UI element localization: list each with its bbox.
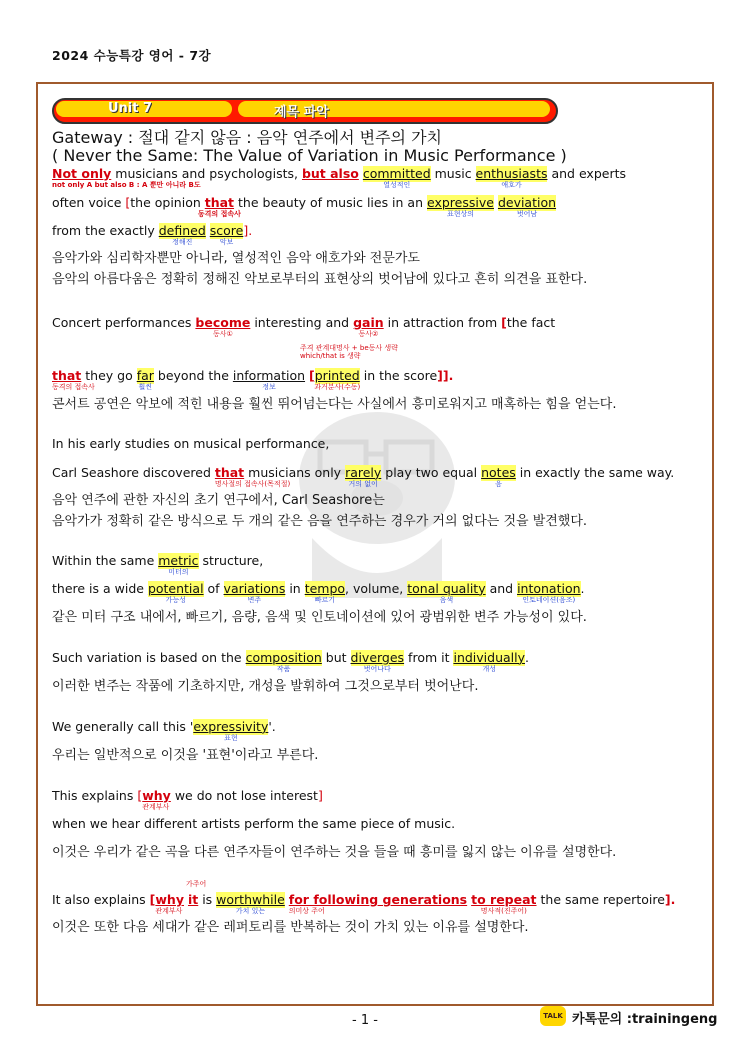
annotation: 변주 xyxy=(247,596,262,604)
sentence-8-line: It also explains [why 관계부사 it is worthwhile 가치 있는 for following generations 의미상 주어 to repeat 명사적(진주어) the same repertoire]. xyxy=(52,892,676,915)
keyword-enthusiasts: enthusiasts 애호가 xyxy=(475,166,548,189)
sentence-2-line-2: that 동격의 접속사 they go far 훨씬 beyond the information 정보 [printed 과거분사(수동) in the score]]. xyxy=(52,368,454,391)
annotation: 악보 xyxy=(219,238,234,246)
keyword-printed: printed 과거분사(수동) xyxy=(314,368,361,391)
keyword-but-also: but also xyxy=(301,166,359,181)
sentence-7-translation: 이것은 우리가 같은 곡을 다른 연주자들이 연주하는 것을 들을 때 흥미를 잃지 않는 이유를 설명한다. xyxy=(52,845,617,860)
sentence-5-translation: 이러한 변주는 작품에 기초하지만, 개성을 발휘하여 그것으로부터 벗어난다. xyxy=(52,679,479,694)
keyword-committed: committed 열성적인 xyxy=(362,166,431,189)
sentence-7-line-2: when we hear different artists perform the same piece of music. xyxy=(52,816,456,831)
keyword-individually: individually 개성 xyxy=(453,650,526,673)
annotation: 가치 있는 xyxy=(235,907,266,915)
sentence-1-line-1: Not only not only A but also B : A 뿐만 아니라 B도 musicians and psychologists, but also committed 열성적인 music enthusiasts 애호가 and experts xyxy=(52,166,626,189)
page-number: - 1 - xyxy=(352,1013,378,1028)
annotation: 음색 xyxy=(439,596,454,604)
sentence-3-translation-1: 음악 연주에 관한 자신의 초기 연구에서, Carl Seashore는 xyxy=(52,493,385,508)
keyword-rarely: rarely 거의 없이 xyxy=(345,465,382,488)
gateway-title-english: ( Never the Same: The Value of Variation in Music Performance ) xyxy=(52,146,567,165)
annotation: 관계부사 xyxy=(155,907,183,915)
annotation: 가능성 xyxy=(165,596,186,604)
keyword-gain: gain 동사② xyxy=(353,315,384,338)
keyword-defined: defined 정해진 xyxy=(158,223,206,246)
keyword-worthwhile: worthwhile 가치 있는 xyxy=(216,892,285,915)
annotation: 명사절의 접속사(목적절) xyxy=(214,480,291,488)
grammar-note-omitted-relative: 주격 관계대명사 + be동사 생략 xyxy=(300,344,398,352)
annotation: 벗어남 xyxy=(516,210,538,218)
sentence-4-line-2: there is a wide potential 가능성 of variations 변주 in tempo 빠르기 , volume, tonal quality 음색 and intonation 인토네이션(음조) . xyxy=(52,581,585,604)
annotation: 미터의 xyxy=(168,568,189,576)
keyword-potential: potential 가능성 xyxy=(147,581,204,604)
gateway-title-korean: Gateway : 절대 같지 않음 : 음악 연주에서 변주의 가치 xyxy=(52,128,442,147)
keyword-expressive: expressive 표현상의 xyxy=(427,195,494,218)
annotation: 음 xyxy=(495,480,502,488)
sentence-7-line-1: This explains [why 관계부사 we do not lose interest] xyxy=(52,788,323,811)
keyword-that: that 동격의 접속사 xyxy=(197,195,241,218)
sentence-4-line-1: Within the same metric 미터의 structure, xyxy=(52,553,264,576)
kakaotalk-icon: TALK xyxy=(540,1006,566,1026)
unit-title: 제목 파악 xyxy=(274,105,329,120)
keyword-metric: metric 미터의 xyxy=(158,553,199,576)
sentence-6-translation: 우리는 일반적으로 이것을 '표현'이라고 부른다. xyxy=(52,748,319,763)
sentence-2-line-1: Concert performances become 동사① interesting and gain 동사② in attraction from [the fact xyxy=(52,315,556,338)
sentence-1-translation-1: 음악가와 심리학자뿐만 아니라, 열성적인 음악 애호가와 전문가도 xyxy=(52,251,420,266)
unit-banner xyxy=(52,98,558,124)
annotation: 동사② xyxy=(358,330,379,338)
sentence-2-translation: 콘서트 공연은 악보에 적힌 내용을 훨씬 뛰어넘는다는 사실에서 흥미로워지고 매혹하는 힘을 얻는다. xyxy=(52,397,617,412)
sentence-4-translation: 같은 미터 구조 내에서, 빠르기, 음량, 음색 및 인토네이션에 있어 광범위한 변주 가능성이 있다. xyxy=(52,610,587,625)
sentence-1-line-2: often voice [the opinion that 동격의 접속사 the beauty of music lies in an expressive 표현상의 deviation 벗어남 xyxy=(52,195,557,218)
keyword-far: far 훨씬 xyxy=(136,368,154,391)
annotation: 동격의 접속사 xyxy=(197,210,241,218)
annotation: 표현 xyxy=(224,734,238,742)
contact-info: 카톡문의 :trainingeng xyxy=(572,1012,718,1027)
annotation: not only A but also B : A 뿐만 아니라 B도 xyxy=(52,181,201,189)
keyword-expressivity: expressivity 표현 xyxy=(193,719,269,742)
keyword-why: why 관계부사 xyxy=(142,788,171,811)
sentence-3-line-2: Carl Seashore discovered that 명사절의 접속사(목적절) musicians only rarely 거의 없이 play two equal notes 음 in exactly the same way. xyxy=(52,465,675,488)
sentence-1-line-3: from the exactly defined 정해진 score 악보 ]. xyxy=(52,223,253,246)
keyword-to-repeat: to repeat 명사적(진주어) xyxy=(471,892,537,915)
annotation: 작품 xyxy=(276,665,291,673)
annotation: 정해진 xyxy=(172,238,193,246)
keyword-it: it xyxy=(187,892,199,907)
annotation: 동사① xyxy=(212,330,233,338)
keyword-composition: composition 작품 xyxy=(245,650,322,673)
keyword-tempo: tempo 빠르기 xyxy=(304,581,346,604)
annotation: 인토네이션(음조) xyxy=(522,596,576,604)
annotation: 과거분사(수동) xyxy=(314,383,361,391)
sentence-5-line: Such variation is based on the composition 작품 but diverges 벗어나다 from it individually 개성 . xyxy=(52,650,529,673)
grammar-note-which-that: which/that is 생략 xyxy=(300,352,361,360)
keyword-why: why 관계부사 xyxy=(155,892,184,915)
sentence-8-translation: 이것은 또한 다음 세대가 같은 레퍼토리를 반복하는 것이 가치 있는 이유를 설명한다. xyxy=(52,920,529,935)
keyword-diverges: diverges 벗어나다 xyxy=(350,650,405,673)
keyword-that: that 동격의 접속사 xyxy=(52,368,95,391)
keyword-not-only: Not only not only A but also B : A 뿐만 아니라 B도 xyxy=(52,166,201,189)
keyword-tonal-quality: tonal quality 음색 xyxy=(407,581,486,604)
keyword-for-following-generations: for following generations 의미상 주어 xyxy=(288,892,468,915)
keyword-score: score 악보 xyxy=(209,223,244,246)
keyword-become: become 동사① xyxy=(195,315,251,338)
grammar-note-dummy-subject: 가주어 xyxy=(186,880,207,888)
keyword-that: that 명사절의 접속사(목적절) xyxy=(214,465,291,488)
annotation: 훨씬 xyxy=(138,383,153,391)
page-header-title: 2024 수능특강 영어 - 7강 xyxy=(52,48,212,63)
keyword-deviation: deviation 벗어남 xyxy=(497,195,557,218)
annotation: 관계부사 xyxy=(142,803,170,811)
unit-label: Unit 7 xyxy=(108,101,153,116)
annotation: 의미상 주어 xyxy=(288,907,325,915)
annotation: 애호가 xyxy=(501,181,522,189)
sentence-3-translation-2: 음악가가 정확히 같은 방식으로 두 개의 같은 음을 연주하는 경우가 거의 없다는 것을 발견했다. xyxy=(52,514,588,529)
sentence-1-translation-2: 음악의 아름다움은 정확히 정해진 악보로부터의 표현상의 벗어남에 있다고 흔히 의견을 표한다. xyxy=(52,272,588,287)
keyword-information: information 정보 xyxy=(232,368,306,391)
annotation: 명사적(진주어) xyxy=(480,907,527,915)
annotation: 거의 없이 xyxy=(348,480,378,488)
annotation: 벗어나다 xyxy=(363,665,391,673)
annotation: 동격의 접속사 xyxy=(52,383,95,391)
sentence-6-line: We generally call this 'expressivity 표현 '. xyxy=(52,719,276,742)
annotation: 빠르기 xyxy=(314,596,336,604)
annotation: 열성적인 xyxy=(383,181,411,189)
annotation: 표현상의 xyxy=(446,210,474,218)
annotation: 개성 xyxy=(482,665,496,673)
sentence-3-line-1: In his early studies on musical performance, xyxy=(52,436,330,451)
keyword-intonation: intonation 인토네이션(음조) xyxy=(517,581,581,604)
annotation: 정보 xyxy=(262,383,276,391)
keyword-notes: notes 음 xyxy=(481,465,516,488)
keyword-variations: variations 변주 xyxy=(223,581,286,604)
